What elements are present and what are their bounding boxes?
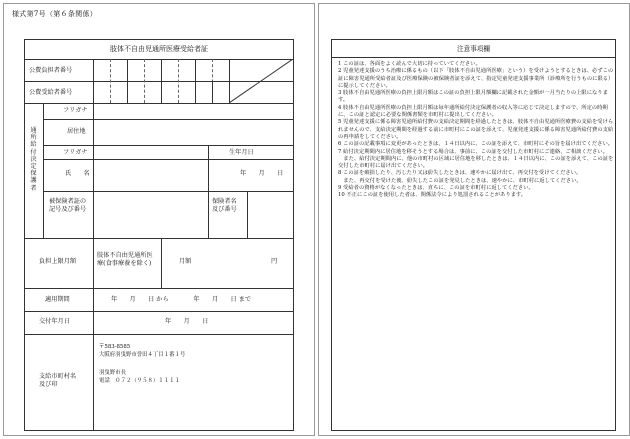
note-item: 9 受給者の資格がなくなったときは、直ちに、この証を市町村に返してください。: [338, 185, 534, 192]
issuer-phone: 電話 ０７２（９５８）１１１１: [99, 378, 180, 384]
certificate-form: [24, 39, 294, 431]
notes-box: [331, 39, 616, 431]
address-label: 居住地: [67, 128, 86, 135]
furigana-address-label: フリガナ: [63, 107, 88, 114]
note-item: 2 児童発達支援のうち治療に係るもの（以下「肢体不自由児通所医療」という）を受けようとするときは、必ずこの証に障害児通所受給者証及び医療保険の被保険者証を添えて、指定児童発達支援事業所（診療所を行うものに限る）に提示してください。: [338, 68, 614, 89]
certificate-page: [3, 3, 315, 436]
note-item: 5 児童発達支援に係る障害児通所給付費の支給決定期間を経過したときは、肢体不自由児通所医療費の支給を受けられませんので、支給決定期間を経過する前に市町村にこの証を添えて、児童発達支援に係る障害児通所給付費の支給の再申請をしてください。: [338, 119, 614, 140]
limit-label: 負担上限月額: [39, 258, 77, 265]
insured-card-label: 被保険者証の 記号及び番号: [49, 198, 87, 213]
issue-date-value: 年 月 日: [165, 318, 209, 325]
note-item: 1 この証は、各面をよく読んで大切に持っていてください。: [338, 61, 481, 67]
note-item: 6 この証の記載事項に変更があったときは、１４日以内に、この証を添えて、市町村にその旨を届け出てください。: [338, 141, 614, 148]
issuer-postal: 〒583-8585: [99, 344, 131, 350]
certificate-title: 肢体不自由児通所医療受給者証: [110, 45, 208, 53]
rule: [43, 119, 293, 120]
note-item: 7 給付決定期間内に居住地を移そうとする場合は、事前に、この証を交付した市町村にご連絡、ご相談ください。: [338, 148, 608, 155]
issuer-address: 大阪府羽曳野市誉田４丁目１番１号: [99, 352, 186, 358]
guardian-section-label: 通所給付決定保護者: [30, 127, 37, 192]
notes-list: [338, 61, 617, 200]
note-item: 4 肢体不自由児通所医療の負担上限月額は毎年通所給付決定保護者の収入等に応じて決定しますので、所定の時期に、この証と認定に必要な関係書類を市町村に提出してください。: [338, 104, 608, 119]
issuer-mayor: 羽曳野市長: [99, 370, 126, 376]
issuer-label: 支給市町村名 及び印: [39, 373, 77, 388]
note-item: 8 この証を破損したり、汚したり又は紛失したときは、速やかに届け出て、再交付を受けてください。: [338, 170, 582, 177]
birthdate-value: 年 月 日: [240, 170, 284, 177]
note-item: 10 不正にこの証を使用した者は、関係法令により処罰されることがあります。: [338, 192, 527, 199]
period-label: 適用期間: [45, 296, 70, 303]
period-value: 年 月 日 から 年 月 日 まで: [111, 296, 252, 303]
note-item: また、再交付を受けた後、紛失したこの証を発見したときは、速やかに、市町村に返してください。: [338, 177, 582, 184]
insurer-number-label: 保険者名 及び番号: [212, 198, 237, 213]
yen-label: 円: [271, 258, 278, 265]
birthdate-label: 生年月日: [229, 149, 254, 156]
issue-date-label: 交付年月日: [39, 318, 70, 325]
form-number: 様式第7号（第６条関係）: [12, 10, 98, 18]
note-item: 3 肢体不自由児通所医療の負担上限月額はこの証の負担上限月額欄に記載された金額が一月当たりの上限になります。: [338, 90, 608, 104]
furigana-name-label: フリガナ: [63, 149, 88, 156]
note-item: また、給付決定期間内に、他の市町村の区域に居住地を移したときは、１４日以内に、この証を添えて、この証を交付した市町村に届け出てください。: [338, 155, 614, 170]
blank-diagonal: [229, 59, 293, 103]
recipient-number-label: 公費受給者番号: [29, 89, 73, 96]
payer-number-label: 公費負担者番号: [29, 67, 73, 74]
monthly-amount-label: 月額: [179, 258, 192, 265]
name-label: 氏 名: [65, 170, 90, 177]
limit-description: 肢体不自由児通所医 療(食事療養を除く): [97, 252, 153, 267]
notes-page: [318, 3, 630, 436]
notes-title: 注意事項欄: [457, 45, 490, 53]
